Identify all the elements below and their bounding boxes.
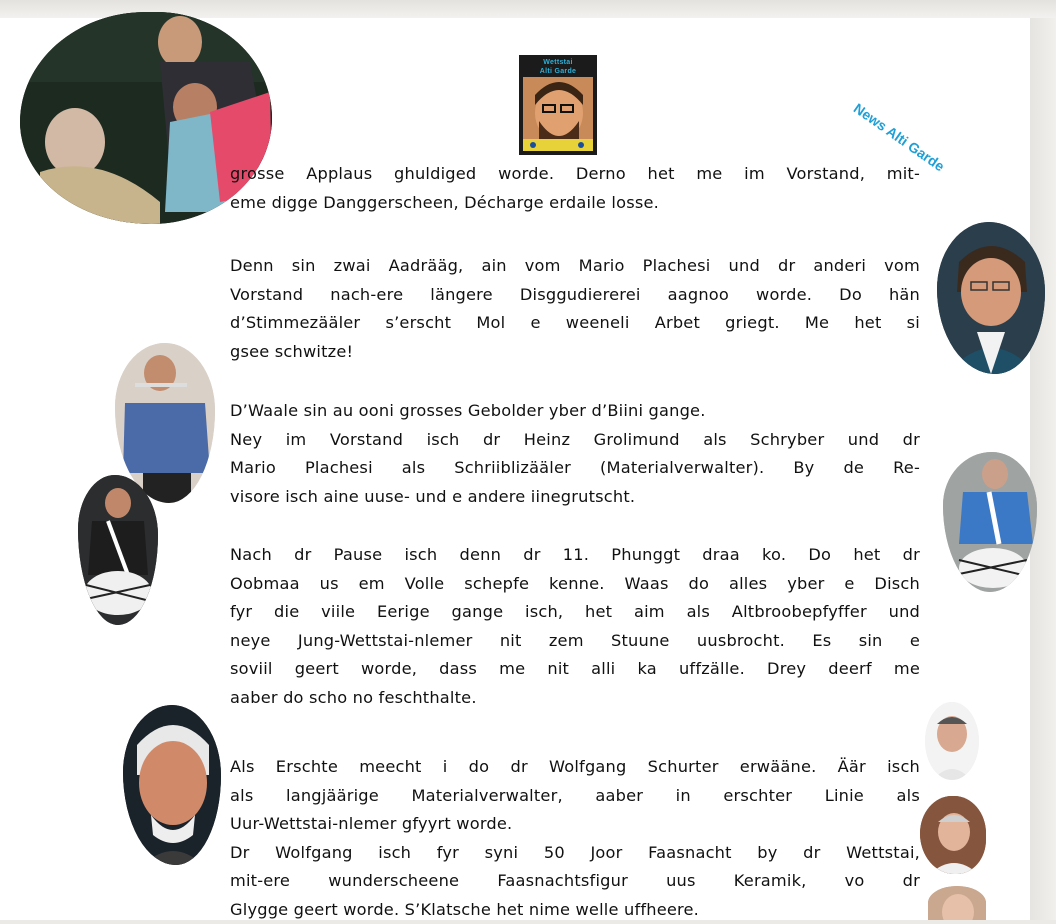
text-line: grosse Applaus ghuldiged worde. Derno het me im Vorstand, mit- [230,160,920,189]
text-line: Glygge geert worde. S’Klatsche het nime welle uffheere. [230,896,920,924]
logo-caption-2: Alti Garde [519,68,597,75]
paragraph-wolfgang [230,753,920,924]
text-line: gsee schwitze! [230,338,920,367]
text-line: aaber do scho no feschthalte. [230,684,920,713]
text-line: D’Waale sin au ooni grosses Gebolder yber d’Biini gange. [230,397,920,426]
news-alti-garde-label: News Alti Garde [851,100,948,174]
text-line: als langjäärige Materialverwalter, aaber in erschter Linie als [230,782,920,811]
photo-small-face-3 [928,886,986,920]
wettstai-logo [519,55,597,155]
photo-small-face-1 [925,702,979,780]
text-line: Vorstand nach-ere längere Disggudiererei aagnoo worde. Do hän [230,281,920,310]
text-line: fyr die viile Eerige gange isch, het aim als Altbroobepfyffer und [230,598,920,627]
text-line: Oobmaa us em Volle schepfe kenne. Waas do alles yber e Disch [230,570,920,599]
text-line: d’Stimmezääler s’erscht Mol e weeneli Arbet griegt. Me het si [230,309,920,338]
text-line: Mario Plachesi als Schriiblizääler (Materialverwalter). By de Re- [230,454,920,483]
text-line: Ney im Vorstand isch dr Heinz Grolimund als Schryber und dr [230,426,920,455]
paragraph-motions [230,252,920,366]
text-line: Dr Wolfgang isch fyr syni 50 Joor Faasnacht by dr Wettstai, [230,839,920,868]
text-line: Uur-Wettstai-nlemer gfyyrt worde. [230,810,920,839]
text-line: Nach dr Pause isch denn dr 11. Phunggt draa ko. Do het dr [230,541,920,570]
paragraph-elections [230,397,920,511]
text-line: eme digge Danggerscheen, Décharge erdaile losse. [230,189,920,218]
scan-right-edge [1030,18,1056,920]
text-line: Denn sin zwai Aadrääg, ain vom Mario Plachesi und dr anderi vom [230,252,920,281]
paragraph-honors [230,541,920,712]
text-line: visore isch aine uuse- und e andere iinegrutscht. [230,483,920,512]
logo-caption-1: Wettstai [519,59,597,66]
text-line: soviil geert worde, dass me nit alli ka uffzälle. Drey deerf me [230,655,920,684]
paragraph-applause [230,160,920,217]
text-line: mit-ere wunderscheene Faasnachtsfigur uus Keramik, vo dr [230,867,920,896]
text-line: Als Erschte meecht i do dr Wolfgang Schurter erwääne. Äär isch [230,753,920,782]
photo-small-face-2 [920,796,986,874]
text-line: neye Jung-Wettstai-nlemer nit zem Stuune uusbrocht. Es sin e [230,627,920,656]
